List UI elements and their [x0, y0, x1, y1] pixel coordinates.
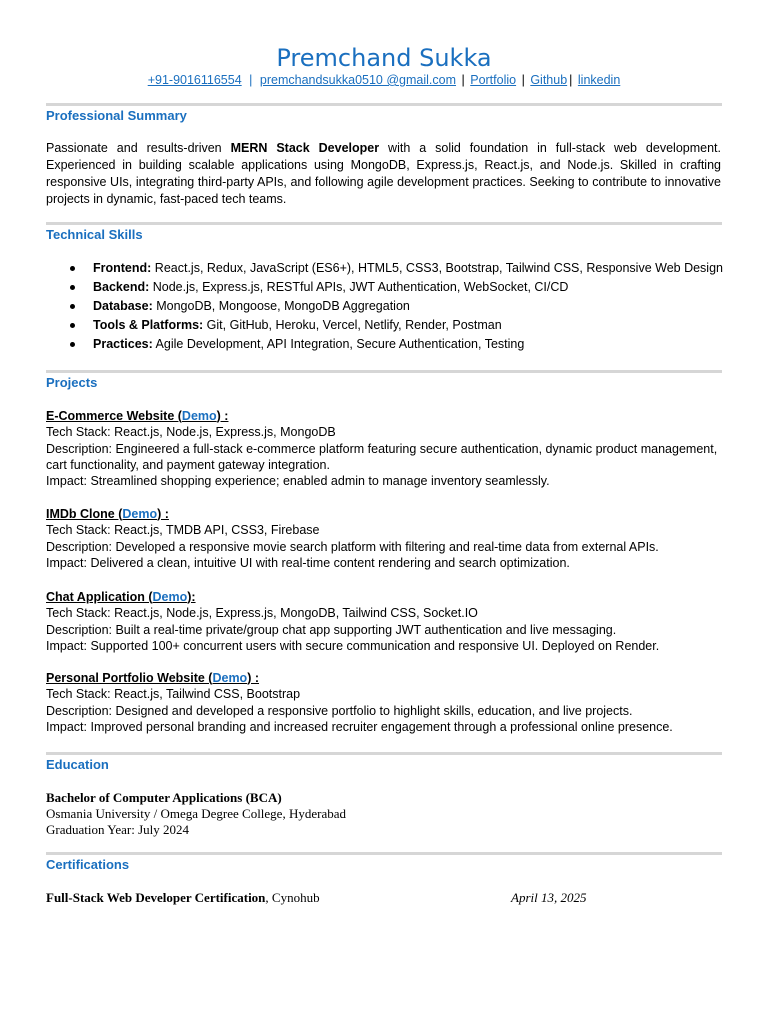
section-divider [46, 852, 722, 855]
project-title [46, 589, 736, 605]
skill-value: MongoDB, Mongoose, MongoDB Aggregation [152, 299, 410, 313]
contact-separator: | [249, 73, 253, 87]
bullet-icon [70, 285, 75, 290]
section-divider [46, 370, 722, 373]
project-impact [46, 719, 736, 735]
bullet-icon [70, 304, 75, 309]
section-heading-summary: Professional Summary [46, 108, 187, 123]
skill-item [46, 259, 726, 278]
skill-item [46, 297, 726, 316]
tech-label: Tech Stack: [46, 523, 111, 538]
desc-label: Description: [46, 539, 112, 554]
contact-line [0, 73, 768, 87]
section-heading-projects: Projects [46, 375, 98, 390]
summary-role: MERN Stack Developer [230, 141, 380, 155]
demo-link[interactable]: Demo [152, 590, 188, 604]
linkedin-link[interactable]: linkedin [577, 73, 621, 87]
project-entry [46, 408, 736, 489]
project-title-text: ) : [247, 671, 260, 685]
bullet-icon [70, 342, 75, 347]
project-tech [46, 686, 736, 702]
degree: Bachelor of Computer Applications (BCA) [46, 790, 282, 805]
tech-value: React.js, TMDB API, CSS3, Firebase [110, 523, 320, 538]
project-title-text: IMDb Clone ( [46, 507, 123, 521]
skill-label: Frontend: [93, 261, 152, 275]
skill-value: React.js, Redux, JavaScript (ES6+), HTML5, CSS3, Bootstrap, Tailwind CSS, Responsive Web Design [151, 261, 723, 275]
project-description [46, 703, 736, 719]
skills-list [46, 259, 726, 354]
impact-value: Improved personal branding and increased recruiter engagement through a professional online presence. [87, 719, 673, 734]
section-divider [46, 222, 722, 225]
tech-label: Tech Stack: [46, 425, 111, 440]
project-description [46, 622, 736, 638]
project-entry [46, 670, 736, 735]
tech-label: Tech Stack: [46, 606, 111, 621]
section-heading-skills: Technical Skills [46, 227, 143, 242]
project-description [46, 441, 736, 474]
skill-label: Practices: [93, 337, 153, 351]
skill-value: Agile Development, API Integration, Secure Authentication, Testing [152, 337, 525, 351]
desc-label: Description: [46, 622, 112, 637]
impact-value: Streamlined shopping experience; enabled admin to manage inventory seamlessly. [87, 474, 550, 489]
contact-separator: | [569, 73, 573, 87]
project-title [46, 670, 736, 686]
desc-value: Engineered a full-stack e-commerce platform featuring secure authentication, dynamic product management, cart functionality, and payment gateway integration. [46, 441, 718, 472]
impact-value: Supported 100+ concurrent users with secure communication and responsive UI. Deployed on Render. [87, 638, 660, 653]
project-tech [46, 605, 736, 621]
project-tech [46, 424, 736, 440]
phone-link[interactable]: +91-9016116554 [147, 73, 242, 87]
demo-link[interactable]: Demo [212, 671, 248, 685]
bullet-icon [70, 323, 75, 328]
project-title [46, 408, 736, 424]
project-title-text: E-Commerce Website ( [46, 409, 182, 423]
tech-value: React.js, Node.js, Express.js, MongoDB [110, 425, 336, 440]
portfolio-link[interactable]: Portfolio [470, 73, 517, 87]
tech-value: React.js, Tailwind CSS, Bootstrap [110, 687, 301, 702]
project-title-text: Personal Portfolio Website ( [46, 671, 213, 685]
impact-label: Impact: [46, 474, 87, 489]
desc-value: Designed and developed a responsive portfolio to highlight skills, education, and live projects. [112, 703, 633, 718]
desc-value: Built a real-time private/group chat app supporting JWT authentication and live messaging. [112, 622, 617, 637]
summary-text: Passionate and results-driven [46, 141, 231, 155]
skill-value: Node.js, Express.js, RESTful APIs, JWT Authentication, WebSocket, CI/CD [149, 280, 569, 294]
certification-date: April 13, 2025 [511, 890, 587, 905]
skill-value: Git, GitHub, Heroku, Vercel, Netlify, Render, Postman [203, 318, 502, 332]
contact-separator: | [461, 73, 465, 87]
impact-value: Delivered a clean, intuitive UI with real-time content rendering and search optimization. [87, 555, 570, 570]
skill-item [46, 335, 726, 354]
skill-item [46, 316, 726, 335]
project-title-text: Chat Application ( [46, 590, 153, 604]
graduation-year: Graduation Year: July 2024 [46, 822, 189, 837]
skill-label: Database: [93, 299, 153, 313]
impact-label: Impact: [46, 555, 87, 570]
project-entry [46, 589, 736, 654]
impact-label: Impact: [46, 719, 87, 734]
project-impact [46, 555, 736, 571]
section-divider [46, 752, 722, 755]
desc-label: Description: [46, 441, 112, 456]
tech-label: Tech Stack: [46, 687, 111, 702]
project-tech [46, 522, 736, 538]
section-heading-education: Education [46, 757, 109, 772]
certification-issuer: , Cynohub [265, 890, 320, 905]
summary-paragraph [46, 140, 721, 208]
summary-text: with a solid foundation in full-stack web development. Experienced in building scalable applications using MongoDB, Express.js, React.js, and Node.js. Skilled in crafting responsive UIs, integrating third-party APIs, and following agile development practices. Seeking to contribute to innovative projects in dynamic, fast-paced tech teams. [46, 141, 721, 206]
project-title [46, 506, 736, 522]
certification-title: Full-Stack Web Developer Certification [46, 890, 266, 905]
github-link[interactable]: Github [530, 73, 568, 87]
bullet-icon [70, 266, 75, 271]
desc-value: Developed a responsive movie search platform with filtering and real-time data from external APIs. [112, 539, 659, 554]
project-title-text: ): [187, 590, 196, 604]
skill-label: Backend: [93, 280, 150, 294]
tech-value: React.js, Node.js, Express.js, MongoDB, Tailwind CSS, Socket.IO [110, 606, 478, 621]
skill-item [46, 278, 726, 297]
desc-label: Description: [46, 703, 112, 718]
project-title-text: ) : [157, 507, 169, 521]
section-divider [46, 103, 722, 106]
section-heading-certifications: Certifications [46, 857, 130, 872]
email-link[interactable]: premchandsukka0510 @gmail.com [259, 73, 457, 87]
candidate-name: Premchand Sukka [276, 44, 492, 72]
certification-entry [46, 890, 320, 906]
impact-label: Impact: [46, 638, 87, 653]
project-impact [46, 638, 736, 654]
education-entry [46, 790, 346, 838]
demo-link[interactable]: Demo [181, 409, 217, 423]
project-title-text: ) : [216, 409, 229, 423]
demo-link[interactable]: Demo [122, 507, 158, 521]
project-description [46, 539, 736, 555]
project-entry [46, 506, 736, 571]
project-impact [46, 473, 736, 489]
institution: Osmania University / Omega Degree College, Hyderabad [46, 806, 346, 821]
contact-separator: | [521, 73, 525, 87]
skill-label: Tools & Platforms: [93, 318, 204, 332]
